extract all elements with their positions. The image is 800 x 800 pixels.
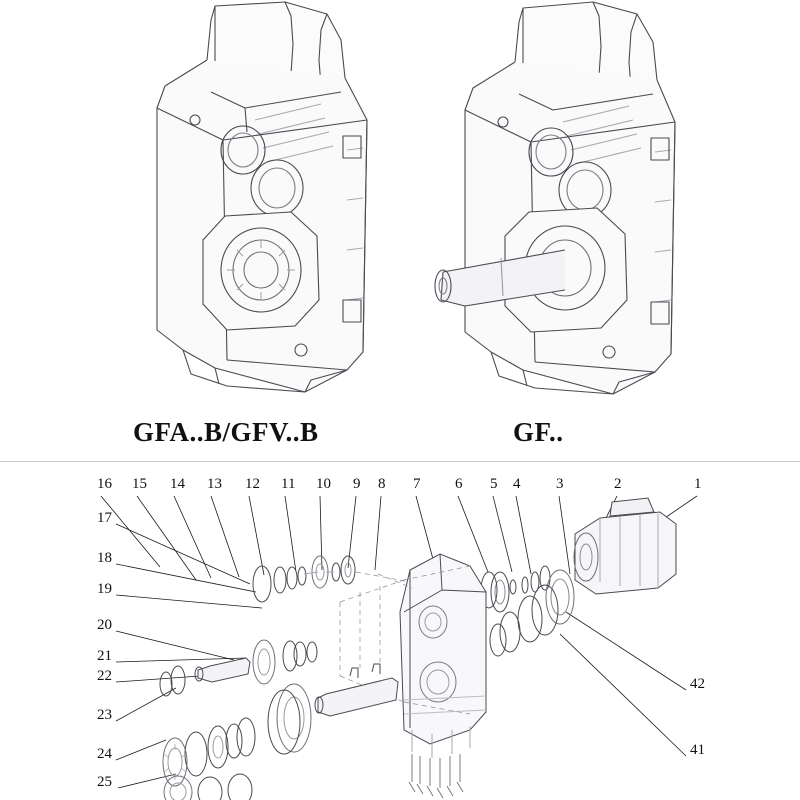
callout-20: 20 <box>97 617 112 633</box>
callout-8: 8 <box>378 476 386 492</box>
exploded-view-drawing <box>0 462 800 800</box>
callout-7: 7 <box>413 476 421 492</box>
callout-19: 19 <box>97 581 112 597</box>
callout-22: 22 <box>97 668 112 684</box>
callout-42: 42 <box>690 676 705 692</box>
exploded-parts-diagram <box>0 462 800 800</box>
callout-17: 17 <box>97 510 112 526</box>
callout-18: 18 <box>97 550 112 566</box>
callout-3: 3 <box>556 476 564 492</box>
callout-2: 2 <box>614 476 622 492</box>
callout-41: 41 <box>690 742 705 758</box>
callout-13: 13 <box>207 476 222 492</box>
callout-10: 10 <box>316 476 331 492</box>
callout-11: 11 <box>281 476 296 492</box>
figure-caption-gf: GF.. <box>513 417 564 447</box>
callout-5: 5 <box>490 476 498 492</box>
callout-24: 24 <box>97 746 112 762</box>
callout-25: 25 <box>97 774 112 790</box>
callout-21: 21 <box>97 648 112 664</box>
callout-6: 6 <box>455 476 463 492</box>
callout-9: 9 <box>353 476 361 492</box>
callout-16: 16 <box>97 476 112 492</box>
gearbox-figure-gfa-b <box>95 0 395 400</box>
callout-15: 15 <box>132 476 147 492</box>
gearbox-figure-gf <box>405 0 725 400</box>
callout-14: 14 <box>170 476 185 492</box>
callout-1: 1 <box>694 476 702 492</box>
callout-4: 4 <box>513 476 521 492</box>
figure-caption-gfa-b: GFA..B/GFV..B <box>133 417 319 447</box>
callout-23: 23 <box>97 707 112 723</box>
callout-12: 12 <box>245 476 260 492</box>
